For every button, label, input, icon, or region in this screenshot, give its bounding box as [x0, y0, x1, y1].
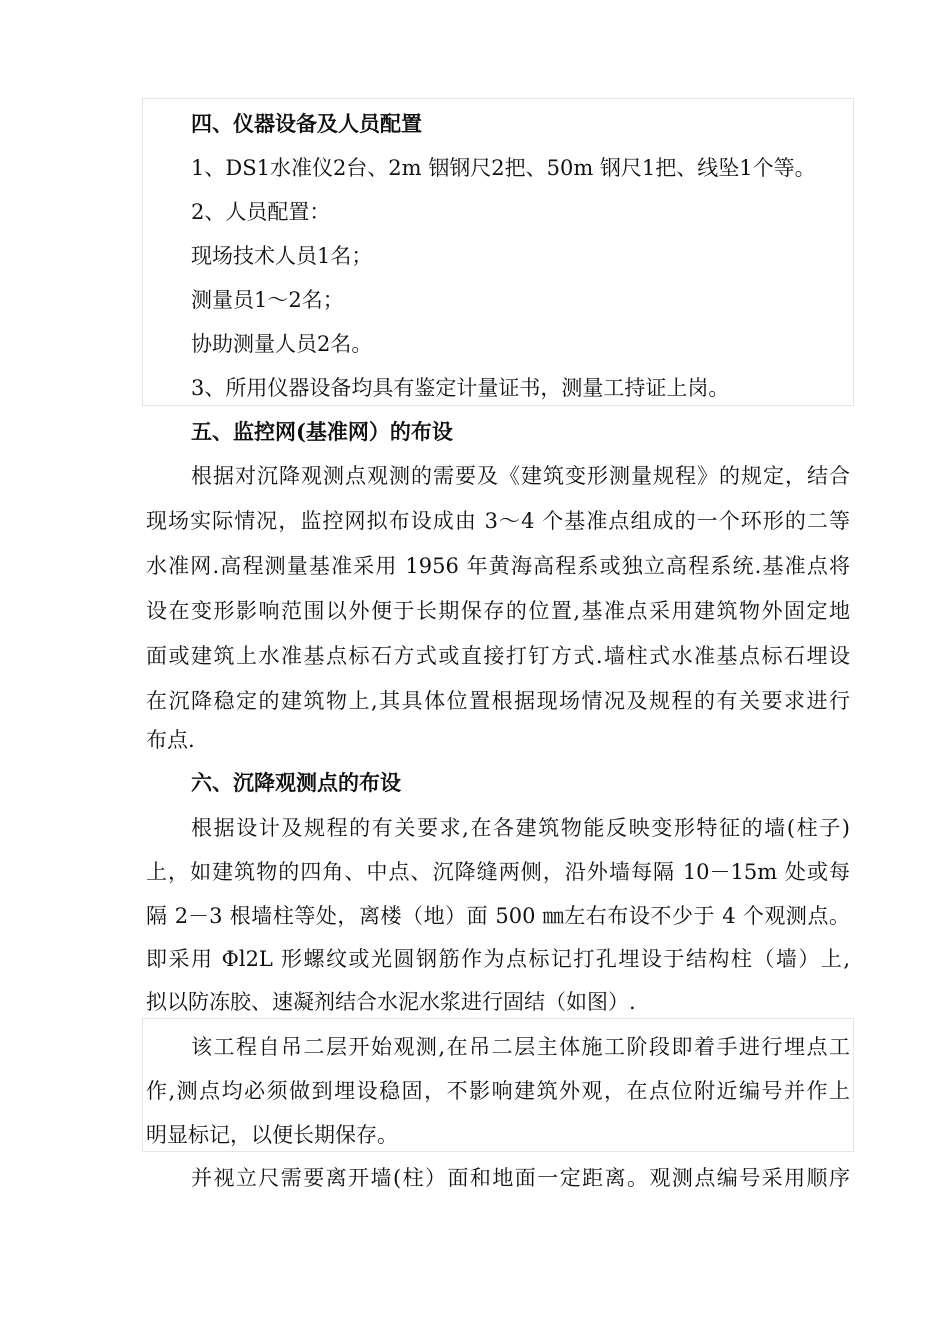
staff-technician: 现场技术人员1名； — [191, 244, 373, 268]
paragraph-line: 拟以防冻胶、速凝剂结合水泥水浆进行固结（如图）. — [146, 990, 636, 1014]
section-6-heading: 六、沉降观测点的布设 — [191, 770, 401, 795]
staff-surveyor: 测量员1～2名； — [191, 288, 344, 312]
staff-assistant: 协助测量人员2名。 — [191, 332, 373, 356]
paragraph-line: 上，如建筑物的四角、中点、沉降缝两侧，沿外墙每隔 10－15m 处或每 — [146, 860, 850, 884]
paragraph-line: 水准网.高程测量基准采用 1956 年黄海高程系或独立高程系统.基准点将 — [146, 554, 850, 578]
equipment-item: 1、DS1水准仪2台、2m 铟钢尺2把、50m 钢尺1把、线坠1个等。 — [191, 156, 816, 180]
certification-item: 3、所用仪器设备均具有鉴定计量证书，测量工持证上岗。 — [191, 376, 730, 400]
paragraph-line: 即采用 Φl2L 形螺纹或光圆钢筋作为点标记打孔埋设于结构柱（墙）上, — [146, 947, 850, 971]
paragraph-line: 作,测点均必须做到埋设稳固，不影响建筑外观，在点位附近编号并作上 — [146, 1079, 850, 1103]
paragraph-line: 明显标记，以便长期保存。 — [146, 1123, 398, 1147]
paragraph-line: 并视立尺需要离开墙(柱）面和地面一定距离。观测点编号采用顺序 — [191, 1166, 850, 1190]
paragraph-line: 现场实际情况，监控网拟布设成由 3～4 个基准点组成的一个环形的二等 — [146, 509, 850, 533]
staffing-item: 2、人员配置： — [191, 200, 331, 224]
paragraph-line: 隔 2－3 根墙柱等处，离楼（地）面 500 ㎜左右布设不少于 4 个观测点。 — [146, 904, 850, 928]
paragraph-line: 面或建筑上水准基点标石方式或直接打钉方式.墙柱式水准基点标石埋设 — [146, 644, 850, 668]
paragraph-line: 设在变形影响范围以外便于长期保存的位置,基准点采用建筑物外固定地 — [146, 599, 850, 623]
paragraph-line: 根据设计及规程的有关要求,在各建筑物能反映变形特征的墙(柱子) — [191, 816, 850, 840]
paragraph-line: 在沉降稳定的建筑物上,其具体位置根据现场情况及规程的有关要求进行 — [146, 689, 850, 713]
paragraph-line: 布点. — [146, 728, 195, 752]
paragraph-line: 该工程自吊二层开始观测,在吊二层主体施工阶段即着手进行埋点工 — [191, 1035, 850, 1059]
paragraph-line: 根据对沉降观测点观测的需要及《建筑变形测量规程》的规定，结合 — [191, 464, 850, 488]
section-4-heading: 四、仪器设备及人员配置 — [191, 111, 422, 136]
section-5-heading: 五、监控网(基准网）的布设 — [191, 419, 453, 444]
